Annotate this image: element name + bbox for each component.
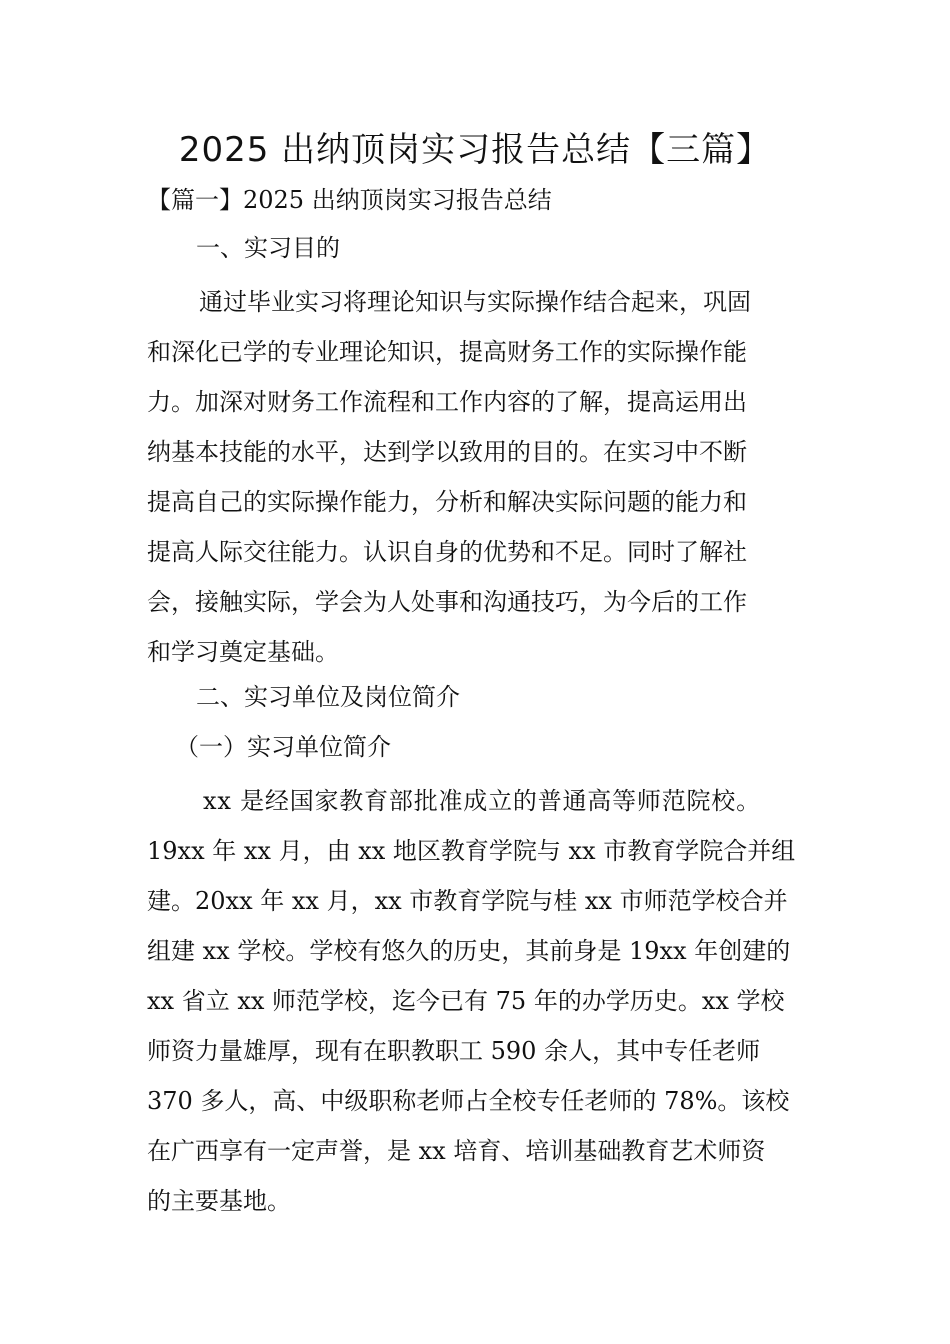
paragraph-line: 通过毕业实习将理论知识与实际操作结合起来，巩固 [199,288,751,316]
section-paragraph-unit [147,776,827,1226]
paragraph-line: 19xx 年 xx 月，由 xx 地区教育学院与 xx 市教育学院合并组 [147,837,796,865]
paragraph-line: 和深化已学的专业理论知识，提高财务工作的实际操作能 [147,338,747,366]
paragraph-line: xx 是经国家教育部批准成立的普通高等师范院校。 [203,787,761,815]
paragraph-line: 组建 xx 学校。学校有悠久的历史，其前身是 19xx 年创建的 [147,937,791,965]
paragraph-line: 提高人际交往能力。认识自身的优势和不足。同时了解社 [147,538,747,566]
section-subheading-unit-intro: （一）实习单位简介 [175,733,391,761]
paragraph-line: 和学习奠定基础。 [147,638,339,666]
paragraph-line: 力。加深对财务工作流程和工作内容的了解，提高运用出 [147,388,747,416]
paragraph-line: 纳基本技能的水平，达到学以致用的目的。在实习中不断 [147,438,747,466]
paragraph-line: 370 多人，高、中级职称老师占全校专任老师的 78%。该校 [147,1087,790,1115]
document-title: 2025 出纳顶岗实习报告总结【三篇】 [178,130,772,170]
paragraph-line: xx 省立 xx 师范学校，迄今已有 75 年的办学历史。xx 学校 [147,987,785,1015]
paragraph-line: 的主要基地。 [147,1187,291,1215]
paragraph-line: 师资力量雄厚，现有在职教职工 590 余人，其中专任老师 [147,1037,761,1065]
paragraph-line: 在广西享有一定声誉，是 xx 培育、培训基础教育艺术师资 [147,1137,766,1165]
document-subtitle: 【篇一】2025 出纳顶岗实习报告总结 [147,186,552,214]
section-heading-unit: 二、实习单位及岗位简介 [196,683,460,711]
paragraph-line: 建。20xx 年 xx 月，xx 市教育学院与桂 xx 市师范学校合并 [147,887,788,915]
section-heading-purpose: 一、实习目的 [196,234,340,262]
paragraph-line: 会，接触实际，学会为人处事和沟通技巧，为今后的工作 [147,588,747,616]
paragraph-line: 提高自己的实际操作能力，分析和解决实际问题的能力和 [147,488,747,516]
section-paragraph-purpose [147,277,827,677]
